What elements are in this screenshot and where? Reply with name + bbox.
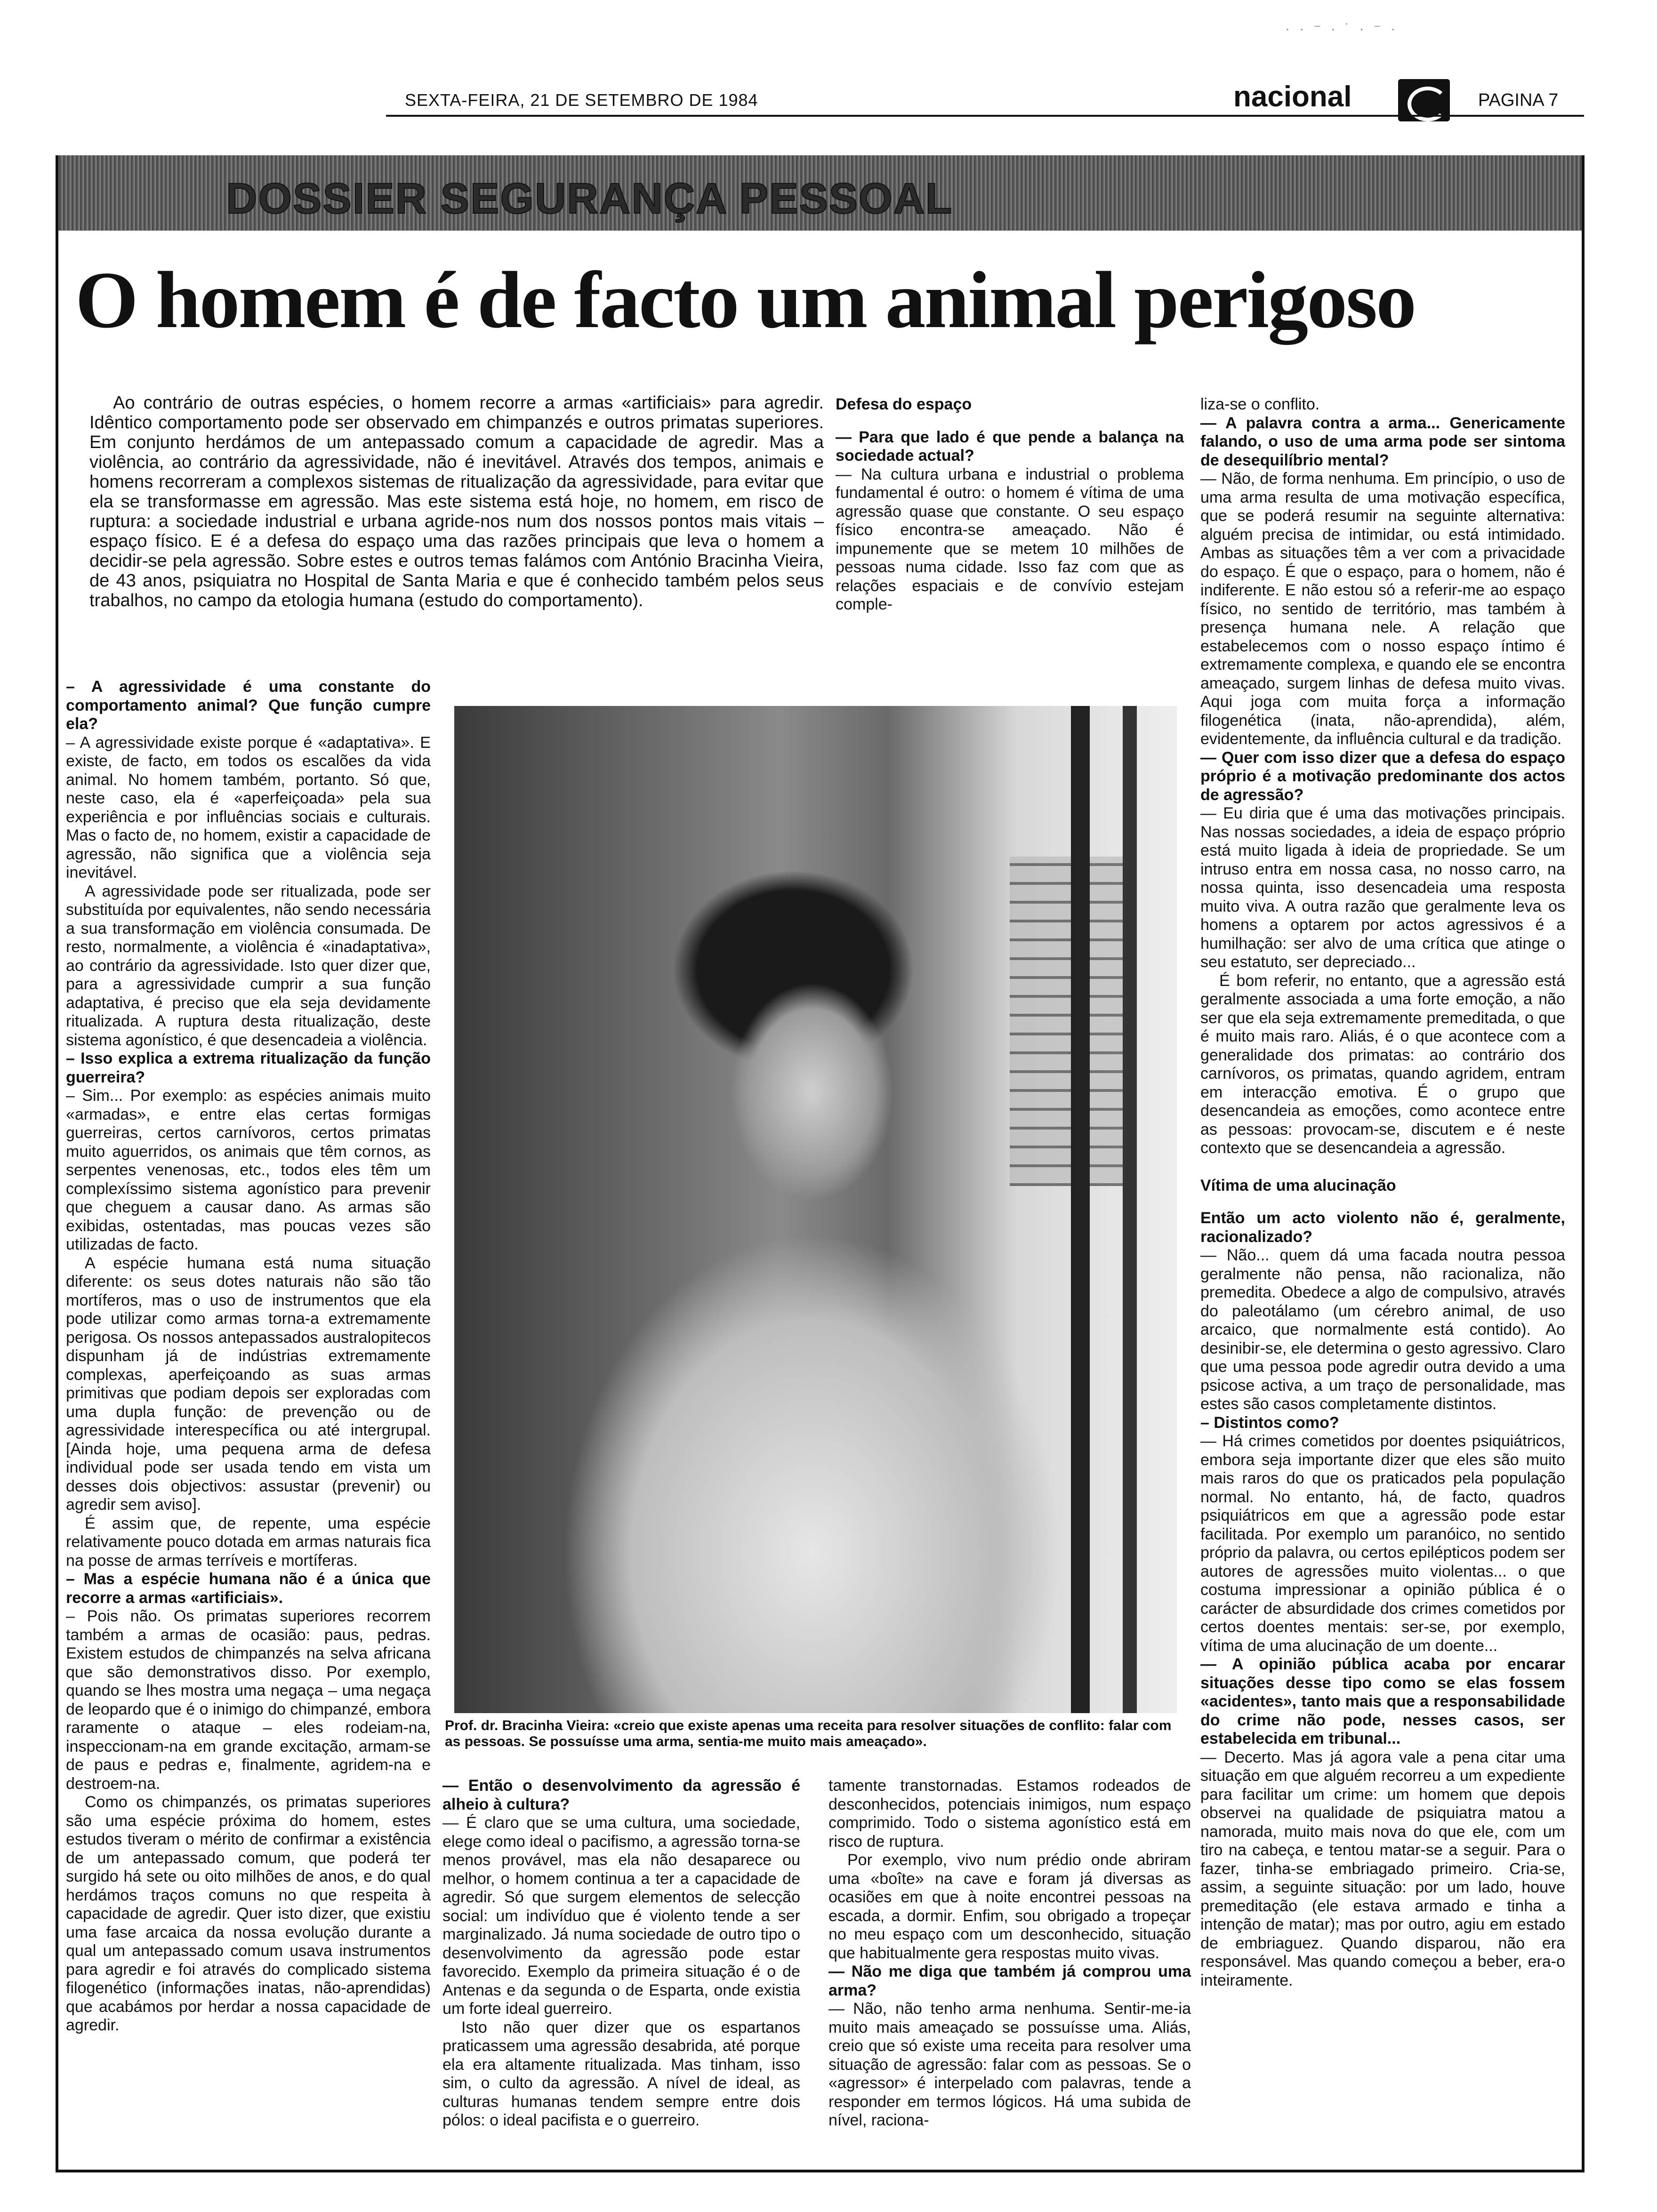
answer: liza-se o conflito.	[1200, 395, 1320, 413]
question: – A agressividade é uma constante do comportamento animal? Que função cumpre ela?	[66, 678, 431, 733]
answer: – Pois não. Os primatas superiores recorrem também a armas de ocasião: paus, pedras. Existem estudos de chimpanzés na selva africana que são demonstrativos disso. Por exemplo, quando se lhes mostra uma negaça – uma negaça de leopardo que é o inimigo do chimpanzé, embora raramente o ataque – eles rodeiam-na, inspeccionam-na em grande excitação, armam-se de paus e pedras e, finalmente, agridem-na e destroem-na.	[66, 1607, 431, 1793]
question: — Não me diga que também já comprou uma arma?	[828, 1963, 1191, 1999]
dossier-banner-text: DOSSIER SEGURANÇA PESSOAL	[226, 175, 953, 223]
answer: É assim que, de repente, uma espécie relativamente pouco dotada em armas naturais fica na posse de armas terríveis e mortíferas.	[66, 1514, 431, 1570]
section-subhead: Defesa do espaço	[836, 395, 972, 413]
column-center-top	[836, 395, 1184, 614]
column-left	[66, 678, 431, 2035]
answer: Como os chimpanzés, os primatas superiores são uma espécie próxima do homem, estes estudos tiveram o mérito de confirmar a existência de um antepassado comum, que poderá ter surgido há sete ou oito milhões de anos, e do qual herdámos traços comuns no que respeita à capacidade de agredir. Quer isto dizer, que existiu uma fase arcaica da nossa evolução durante a qual um antepassado comum usava instrumentos para agredir e foi através do complicado sistema filogenético (informações inatas, não-aprendidas) que acabámos por herdar a nossa capacidade de agredir.	[66, 1793, 431, 2034]
answer: – A agressividade existe porque é «adaptativa». E existe, de facto, em todos os escalões da vida animal. No homem também, portanto. Só que, neste caso, ela é «aperfeiçoada» pela sua experiência e por influências sociais e culturais. Mas o facto de, no homem, existir a capacidade de agressão, não significa que a violência seja inevitável.	[66, 733, 431, 882]
answer: — Há crimes cometidos por doentes psiquiátricos, embora seja importante dizer que eles são muito mais raros do que os praticados pela população normal. No entanto, há, de facto, quadros psiquiátricos em que a agressão pode estar facilitada. Por exemplo um paranóico, no sentido próprio da palavra, ou certos epilépticos podem ser autores de agressões muito violentas... o que costuma impressionar a opinião pública é o carácter de absurdidade dos crimes cometidos por certos doentes mentais: ser-se, por exemplo, vítima de uma alucinação de um doente...	[1200, 1432, 1565, 1655]
question: — A palavra contra a arma... Genericamente falando, o uso de uma arma pode ser sintoma de desequilíbrio mental?	[1200, 414, 1565, 469]
question: – Distintos como?	[1200, 1413, 1339, 1432]
column-under-photo-left	[442, 1777, 800, 2130]
page-number: PAGINA 7	[1478, 90, 1559, 110]
window-bar	[1071, 706, 1090, 1713]
question: Então um acto violento não é, geralmente, racionalizado?	[1200, 1209, 1565, 1246]
window-bar	[1123, 706, 1137, 1713]
answer: A espécie humana está numa situação diferente: os seus dotes naturais não são tão mortíferos, mas o uso de instrumentos que ela pode utilizar como armas torna-a extremamente perigosa. Os nossos antepassados australopitecos dispunham já de indústrias extremamente complexas, aperfeiçoando as suas armas primitivas que podiam depois ser exploradas com uma dupla função: de prevenção ou de agressividade interespecífica ou até intergrupal. [Ainda hoje, uma pequena arma de defesa individual pode ser usada tendo em vista um desses dois objectivos: assustar (prevenir) ou agredir sem aviso].	[66, 1254, 431, 1514]
answer: Isto não quer dizer que os espartanos praticassem uma agressão desabrida, até porque ela era altamente ritualizada. Mas tinham, isso sim, o culto da agressão. A nível de ideal, as culturas humanas tendem sempre entre dois pólos: o ideal pacifista e o guerreiro.	[442, 2018, 800, 2129]
question: — Para que lado é que pende a balança na sociedade actual?	[836, 428, 1184, 465]
section-name: nacional	[1233, 80, 1352, 113]
answer: — Na cultura urbana e industrial o problema fundamental é outro: o homem é vítima de uma agressão quase que constante. O seu espaço físico encontra-se ameaçado. Não é impunemente que se metem 10 milhões de pessoas numa cidade. Isso faz com que as relações espaciais e de convívio estejam comple-	[836, 465, 1184, 613]
issue-date: SEXTA-FEIRA, 21 DE SETEMBRO DE 1984	[405, 90, 758, 110]
answer: A agressividade pode ser ritualizada, pode ser substituída por equivalentes, não sendo necessária a sua transformação em violência consumada. De resto, normalmente, a violência é «inadaptativa», ao contrário da agressividade. Isto quer dizer que, para a agressividade cumprir a sua função adaptativa, é preciso que ela seja devidamente ritualizada. A ruptura desta ritualização, deste sistema agonístico, é que desencadeia a violência.	[66, 882, 431, 1049]
answer: — Eu diria que é uma das motivações principais. Nas nossas sociedades, a ideia de espaço próprio está muito ligada à ideia de propriedade. Se um intruso entra em nossa casa, no nosso carro, na nossa quinta, isso desencadeia uma resposta muito viva. A outra razão que geralmente leva os homens a optarem por actos agressivos é a humilhação: ser alvo de uma crítica que atinge o seu estatuto, ser depreciado...	[1200, 804, 1565, 971]
column-under-photo-right	[828, 1777, 1191, 2130]
question: – Isso explica a extrema ritualização da função guerreira?	[66, 1050, 431, 1086]
answer: — Não, de forma nenhuma. Em princípio, o uso de uma arma resulta de uma motivação específica, que se poderá resumir na seguinte alternativa: alguém precisa de intimidar, ou está intimidado. Ambas as situações têm a ver com a privacidade do espaço. É que o espaço, para o homem, não é indiferente. E não estou só a referir-me ao espaço físico, no sentido de território, mas também à presença humana nele. A relação que estabelecemos com o nosso espaço íntimo é extremamente complexa, e quando ele se encontra ameaçado, surgem linhas de defesa muito vivas. Aqui joga com muita força a informação filogenética (inata, não-aprendida), além, evidentemente, da influência cultural e da tradição.	[1200, 470, 1565, 748]
question: — Quer com isso dizer que a defesa do espaço próprio é a motivação predominante dos actos de agressão?	[1200, 748, 1565, 804]
answer: Por exemplo, vivo num prédio onde abriram uma «boîte» na cave e foram já diversas as ocasiões em que à noite encontrei pessoas na escada, a dormir. Enfim, sou obrigado a tropeçar no meu espaço com um desconhecido, situação que habitualmente gera respostas muito vivas.	[828, 1851, 1191, 1962]
answer: tamente transtornadas. Estamos rodeados de desconhecidos, potenciais inimigos, num espaço comprimido. Todo o sistema agonístico está em risco de ruptura.	[828, 1777, 1191, 1851]
answer: – Sim... Por exemplo: as espécies animais muito «armadas», e entre elas certas formigas guerreiras, certos carnívoros, certos primatas muito aguerridos, os animais que têm cornos, as serpentes venenosas, etc., todos eles têm um complexíssimo sistema agonístico para prevenir que cheguem a causar dano. As armas são exibidas, ostentadas, mas poucas vezes são utilizadas de facto.	[66, 1087, 431, 1253]
question: — A opinião pública acaba por encarar situações desse tipo como se elas fossem «acidentes», tanto mais que a responsabilidade do crime não pode, nesses casos, ser estabelecida em tribunal...	[1200, 1655, 1565, 1747]
column-right	[1200, 395, 1565, 1990]
answer: — Não... quem dá uma facada noutra pessoa geralmente não pensa, não racionaliza, não premedita. Obedece a algo de compulsivo, através do paleotálamo (um cérebro animal, de uso arcaico, que normalmente está contido). Ao desinibir-se, ele determina o gesto agressivo. Claro que uma pessoa pode agredir outra devido a uma psicose activa, a um traço de personalidade, mas estes são casos completamente distintos.	[1200, 1246, 1565, 1413]
photo-caption: Prof. dr. Bracinha Vieira: «creio que existe apenas uma receita para resolver situações de conflito: falar com as pessoas. Se possuísse uma arma, sentia-me muito mais ameaçado».	[445, 1718, 1172, 1749]
print-artifact: · · ⁻ · ˙ · ⁻ ·	[1285, 21, 1398, 37]
lead-paragraph: Ao contrário de outras espécies, o homem recorre a armas «artificiais» para agredir. Idêntico comportamento pode ser observado em chimpanzés e outros primatas superiores. Em conjunto herdámos de um antepassado comum a capacidade de agredir. Mas a violência, ao contrário da agressividade, não é inevitável. Através dos tempos, animais e homens recorreram a complexos sistemas de ritualização da agressividade, para evitar que ela se transformasse em agressão. Mas este sistema está hoje, no homem, em risco de ruptura: a sociedade industrial e urbana agride-nos num dos nossos pontos mais vitais – espaço físico. E é a defesa do espaço uma das razões principais que leva o homem a decidir-se pela agressão. Sobre estes e outros temas falámos com António Bracinha Vieira, de 43 anos, psiquiatra no Hospital de Santa Maria e que é conhecido também pelos seus trabalhos, no campo da etologia humana (estudo do comportamento).	[89, 393, 824, 610]
headline: O homem é de facto um animal perigoso	[75, 256, 1416, 345]
masthead-rule	[386, 115, 1584, 117]
question: — Então o desenvolvimento da agressão é alheio à cultura?	[442, 1777, 800, 1813]
answer: É bom referir, no entanto, que a agressão está geralmente associada a uma forte emoção, a não ser que ela seja extremamente premeditada, o que é muito mais raro. Aliás, é o que acontece com a generalidade dos primatas: ao contrário dos carnívoros, os primatas, quando agridem, entram em interacção emotiva. É o grupo que desencandeia as emoções, como acontece entre as pessoas: provocam-se, discutem e é neste contexto que se desencandeia a agressão.	[1200, 971, 1565, 1157]
answer: — Não, não tenho arma nenhuma. Sentir-me-ia muito mais ameaçado se possuísse uma. Aliás, creio que só existe uma receita para resolver uma situação de agressão: falar com as pessoas. Se o «agressor» é interpelado com palavras, tende a responder em termos lógicos. Há uma subida de nível, raciona-	[828, 2000, 1191, 2129]
interviewee-photo	[454, 706, 1177, 1713]
answer: — Decerto. Mas já agora vale a pena citar uma situação em que alguém recorreu a um expediente para facilitar um crime: um homem que depois observei na qualidade de psiquiatra matou a namorada, muito mais nova do que ele, com um tiro na cabeça, e tentou matar-se a seguir. Para o fazer, tinha-se embriagado primeiro. Cria-se, assim, a seguinte situação: por um lado, houve premeditação (ele estava armado e tinha a intenção de matar); mas por outro, agiu em estado de embriaguez. Quando disparou, não era responsável. Mas quando começou a beber, era-o inteiramente.	[1200, 1748, 1565, 1989]
answer: — É claro que se uma cultura, uma sociedade, elege como ideal o pacifismo, a agressão torna-se menos provável, mas ela não desaparece ou melhor, o homem continua a ter a capacidade de agredir. Só que surgem elementos de selecção social: um indivíduo que é violento tende a ser marginalizado. Já numa sociedade de outro tipo o desenvolvimento da agressão pode estar favorecido. Exemplo da primeira situação é o de Antenas e da segunda o de Esparta, onde existia um forte ideal guerreiro.	[442, 1814, 800, 2018]
question: – Mas a espécie humana não é a única que recorre a armas «artificiais».	[66, 1570, 431, 1607]
section-subhead: Vítima de uma alucinação	[1200, 1176, 1396, 1194]
